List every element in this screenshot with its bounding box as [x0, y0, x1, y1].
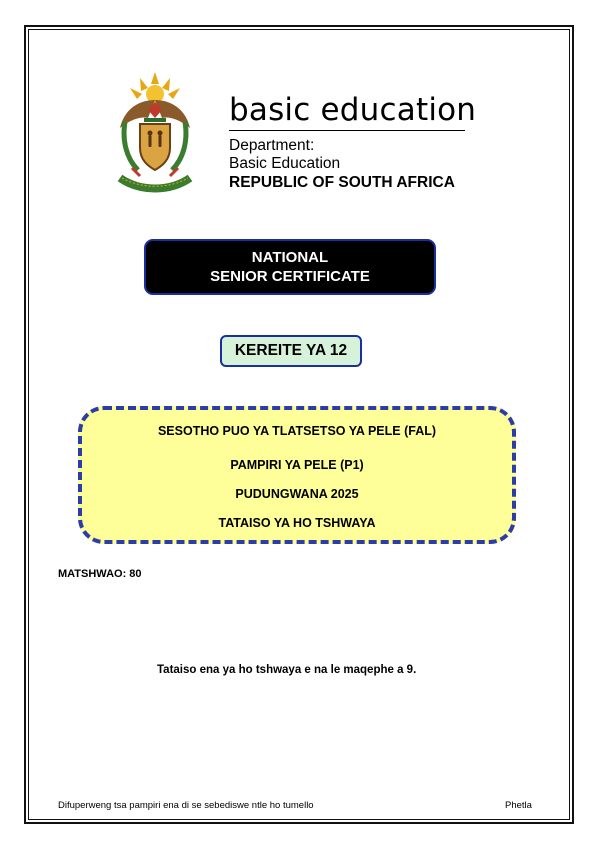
turn-over-label: Phetla	[505, 800, 532, 811]
page-count-note: Tataiso ena ya ho tshwaya e na le maqephe a 9.	[157, 664, 417, 676]
country-name: REPUBLIC OF SOUTH AFRICA	[229, 174, 455, 191]
department-label: Department:	[229, 137, 315, 154]
department-name: Basic Education	[229, 155, 341, 172]
certificate-banner	[144, 239, 436, 295]
subject-panel	[78, 406, 516, 544]
subject-title: SESOTHO PUO YA TLATSETSO YA PELE (FAL)	[157, 424, 437, 438]
brand-divider	[229, 130, 465, 131]
document-type: TATAISO YA HO TSHWAYA	[218, 516, 376, 530]
copyright-notice: Difuperweng tsa pampiri ena di se sebediswe ntle ho tumello	[58, 800, 314, 811]
certificate-line-2: SENIOR CERTIFICATE	[210, 268, 370, 285]
total-marks: MATSHWAO: 80	[58, 568, 142, 580]
grade-badge: KEREITE YA 12	[220, 335, 362, 367]
brand-title: basic education	[229, 92, 477, 128]
exam-session: PUDUNGWANA 2025	[235, 487, 359, 501]
paper-title: PAMPIRI YA PELE (P1)	[230, 458, 364, 472]
brand-block	[229, 92, 477, 192]
certificate-line-1: NATIONAL	[251, 249, 329, 266]
coat-of-arms-icon	[110, 70, 200, 198]
